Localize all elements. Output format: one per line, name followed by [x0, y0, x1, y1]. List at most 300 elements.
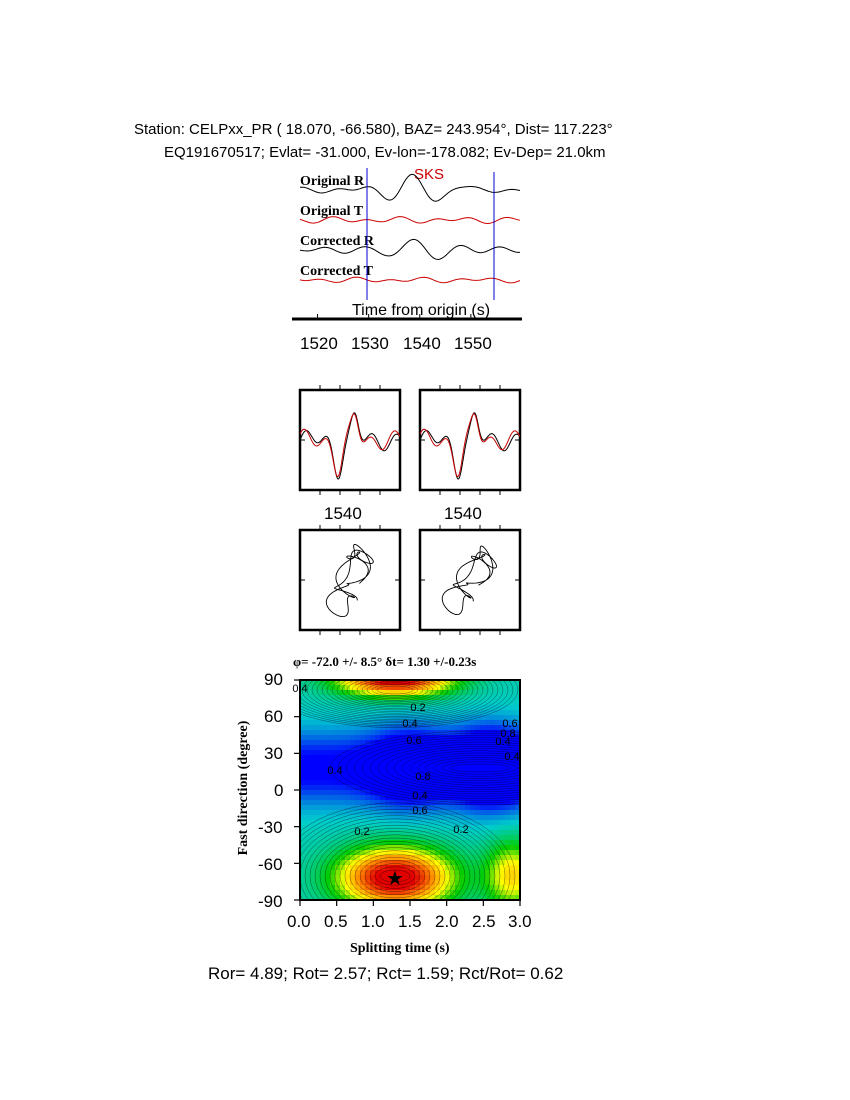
heat-cell [325, 780, 331, 786]
heat-cell [360, 775, 366, 781]
heat-cell [475, 790, 481, 796]
heat-cell [345, 770, 351, 776]
heat-cell [310, 810, 316, 816]
heat-cell [470, 890, 476, 896]
heat-cell [480, 815, 486, 821]
heat-cell [350, 735, 356, 741]
waveform-panel-right [420, 385, 520, 495]
heat-cell [395, 840, 401, 846]
heat-cell [330, 730, 336, 736]
heat-cell [500, 830, 506, 836]
heat-cell [475, 760, 481, 766]
trace-corrected-t [300, 277, 520, 283]
heat-cell [495, 715, 501, 721]
heat-cell [490, 885, 496, 891]
heat-cell [305, 725, 311, 731]
heat-cell [305, 760, 311, 766]
heat-cell [305, 805, 311, 811]
heat-cell [430, 880, 436, 886]
heat-cell [510, 800, 516, 806]
heat-cell [490, 720, 496, 726]
heat-cell [315, 780, 321, 786]
heat-cell [325, 755, 331, 761]
heat-cell [305, 755, 311, 761]
heat-cell [475, 860, 481, 866]
heat-cell [450, 785, 456, 791]
heat-cell [345, 800, 351, 806]
heat-cell [480, 810, 486, 816]
heat-cell [350, 795, 356, 801]
heat-cell [355, 690, 361, 696]
heat-cell [340, 745, 346, 751]
heat-cell [340, 740, 346, 746]
heat-cell [355, 770, 361, 776]
heat-cell [475, 775, 481, 781]
heat-cell [490, 785, 496, 791]
heat-cell [485, 815, 491, 821]
heat-cell [395, 700, 401, 706]
contour-label: 0.6 [406, 735, 422, 747]
heat-cell [470, 740, 476, 746]
heat-cell [315, 745, 321, 751]
heat-cell [510, 705, 516, 711]
heat-cell [390, 860, 396, 866]
heat-cell [345, 890, 351, 896]
heat-cell [340, 735, 346, 741]
heat-cell [470, 805, 476, 811]
heat-cell [485, 720, 491, 726]
heat-cell [360, 850, 366, 856]
heat-cell [365, 775, 371, 781]
heat-cell [335, 800, 341, 806]
heat-cell [385, 835, 391, 841]
heat-cell [430, 795, 436, 801]
heat-cell [310, 765, 316, 771]
heat-cell [510, 710, 516, 716]
heat-cell [360, 730, 366, 736]
heat-cell [315, 750, 321, 756]
heat-cell [325, 810, 331, 816]
heat-cell [505, 710, 511, 716]
heat-cell [395, 765, 401, 771]
heat-cell [465, 765, 471, 771]
heat-cell [335, 720, 341, 726]
heat-cell [330, 795, 336, 801]
heat-cell [310, 740, 316, 746]
heat-cell [485, 770, 491, 776]
heat-cell [460, 730, 466, 736]
heat-cell [440, 800, 446, 806]
heat-cell [505, 780, 511, 786]
heat-cell [310, 870, 316, 876]
contour-xtick-25: 2.5 [472, 912, 496, 931]
heat-cell [305, 740, 311, 746]
heat-cell [330, 715, 336, 721]
panel-right-xtick: 1540 [444, 504, 482, 523]
heat-cell [485, 740, 491, 746]
heat-cell [445, 830, 451, 836]
heat-cell [350, 770, 356, 776]
heat-cell [320, 735, 326, 741]
contour-label: 0.6 [412, 805, 428, 817]
heat-cell [395, 730, 401, 736]
heat-cell [330, 725, 336, 731]
heat-cell [350, 790, 356, 796]
heat-cell [430, 835, 436, 841]
heat-cell [510, 850, 516, 856]
heat-cell [470, 820, 476, 826]
heat-cell [365, 730, 371, 736]
heat-cell [385, 820, 391, 826]
heat-cell [310, 770, 316, 776]
heat-cell [460, 700, 466, 706]
heat-cell [445, 840, 451, 846]
heat-cell [490, 830, 496, 836]
heat-cell [330, 785, 336, 791]
heat-cell [305, 800, 311, 806]
heat-cell [465, 810, 471, 816]
heat-cell [505, 695, 511, 701]
heat-cell [325, 795, 331, 801]
heat-cell [305, 770, 311, 776]
heat-cell [335, 735, 341, 741]
heat-cell [470, 725, 476, 731]
heat-cell [400, 690, 406, 696]
heat-cell [340, 825, 346, 831]
heat-cell [310, 850, 316, 856]
best-fit-star: ★ [386, 866, 404, 890]
heat-cell [355, 790, 361, 796]
heat-cell [490, 810, 496, 816]
heat-cell [470, 770, 476, 776]
heat-cell [490, 725, 496, 731]
heat-cell [445, 775, 451, 781]
heat-cell [305, 830, 311, 836]
heat-cell [510, 770, 516, 776]
heat-cell [340, 800, 346, 806]
heat-cell [465, 790, 471, 796]
heat-cell [500, 805, 506, 811]
heat-cell [330, 810, 336, 816]
heat-cell [355, 795, 361, 801]
heat-cell [440, 855, 446, 861]
heat-cell [325, 720, 331, 726]
heat-cell [435, 740, 441, 746]
heat-cell [500, 840, 506, 846]
contour-ylabel: Fast direction (degree) [236, 720, 251, 856]
heat-cell [355, 800, 361, 806]
trace-time-axis [292, 314, 522, 319]
heat-cell [315, 735, 321, 741]
heat-cell [320, 740, 326, 746]
heat-cell [475, 770, 481, 776]
heat-cell [430, 790, 436, 796]
heat-cell [450, 750, 456, 756]
heat-cell [430, 785, 436, 791]
heat-cell [445, 715, 451, 721]
heat-cell [305, 790, 311, 796]
heat-cell [440, 735, 446, 741]
contour-ytick-m90: -90 [258, 892, 283, 911]
heat-cell [475, 725, 481, 731]
heat-cell [395, 755, 401, 761]
heat-cell [320, 790, 326, 796]
heat-cell [430, 855, 436, 861]
heat-cell [445, 860, 451, 866]
heat-cell [485, 840, 491, 846]
heat-cell [420, 765, 426, 771]
heat-cell [315, 790, 321, 796]
heat-cell [470, 810, 476, 816]
heat-cell [420, 850, 426, 856]
heat-cell [315, 870, 321, 876]
heat-cell [385, 695, 391, 701]
heat-cell [320, 755, 326, 761]
heat-cell [395, 820, 401, 826]
heat-cell [375, 800, 381, 806]
heat-cell [485, 790, 491, 796]
heat-cell [490, 820, 496, 826]
heat-cell [480, 790, 486, 796]
heat-cell [490, 835, 496, 841]
footer-summary: Ror= 4.89; Rot= 2.57; Rct= 1.59; Rct/Rot= 0.62 [208, 964, 564, 983]
particle-motion-left [326, 544, 373, 616]
heat-cell [510, 695, 516, 701]
heat-cell [315, 775, 321, 781]
heat-cell [360, 735, 366, 741]
heat-cell [495, 765, 501, 771]
heat-cell [325, 725, 331, 731]
heat-cell [325, 750, 331, 756]
heat-cell [430, 705, 436, 711]
heat-cell [405, 755, 411, 761]
heat-cell [305, 730, 311, 736]
heat-cell [335, 725, 341, 731]
heat-cell [305, 810, 311, 816]
heat-cell [465, 760, 471, 766]
heat-cell [375, 760, 381, 766]
heat-cell [310, 815, 316, 821]
heat-cell [385, 760, 391, 766]
heat-cell [375, 735, 381, 741]
heat-cell [460, 785, 466, 791]
contour-xtick-05: 0.5 [324, 912, 348, 931]
heat-cell [485, 820, 491, 826]
heat-cell [465, 770, 471, 776]
heat-cell [480, 850, 486, 856]
heat-cell [505, 825, 511, 831]
heat-cell [455, 790, 461, 796]
trace-label-corrected-r: Corrected R [300, 234, 374, 249]
heat-cell [310, 690, 316, 696]
heat-cell [485, 845, 491, 851]
heat-cell [320, 845, 326, 851]
heat-cell [380, 880, 386, 886]
heat-cell [465, 725, 471, 731]
heat-cell [330, 790, 336, 796]
heat-cell [320, 815, 326, 821]
heat-cell [375, 755, 381, 761]
heat-cell [335, 795, 341, 801]
heat-cell [315, 805, 321, 811]
heat-cell [495, 810, 501, 816]
seismogram-traces [300, 174, 520, 283]
trace-label-original-r: Original R [300, 174, 365, 189]
heat-cell [365, 770, 371, 776]
heat-cell [495, 790, 501, 796]
heat-cell [350, 740, 356, 746]
heat-cell [490, 865, 496, 871]
heat-cell [350, 865, 356, 871]
heat-cell [395, 810, 401, 816]
heat-cell [325, 850, 331, 856]
heat-cell [510, 840, 516, 846]
heat-cell [370, 800, 376, 806]
heat-cell [315, 785, 321, 791]
heat-cell [425, 865, 431, 871]
heat-cell [305, 775, 311, 781]
heat-cell [475, 835, 481, 841]
heat-cell [435, 845, 441, 851]
heat-cell [310, 855, 316, 861]
heat-cell [505, 810, 511, 816]
heat-cell [390, 855, 396, 861]
heat-cell [485, 805, 491, 811]
heat-cell [325, 870, 331, 876]
heat-cell [330, 780, 336, 786]
heat-cell [500, 810, 506, 816]
heat-cell [330, 735, 336, 741]
heat-cell [425, 700, 431, 706]
heat-cell [350, 840, 356, 846]
heat-cell [355, 885, 361, 891]
contour-label: 0.4 [495, 736, 511, 748]
heat-cell [505, 830, 511, 836]
heat-cell [365, 725, 371, 731]
heat-cell [350, 715, 356, 721]
heat-cell [460, 885, 466, 891]
heat-cell [475, 810, 481, 816]
heat-cell [510, 805, 516, 811]
contour-label: 0.2 [354, 826, 370, 838]
heat-cell [505, 820, 511, 826]
heat-cell [510, 765, 516, 771]
heat-cell [445, 800, 451, 806]
heat-cell [450, 780, 456, 786]
heat-cell [375, 690, 381, 696]
heat-cell [385, 825, 391, 831]
heat-cell [345, 735, 351, 741]
trace-xtick-1530: 1530 [351, 334, 389, 353]
heat-cell [435, 840, 441, 846]
heat-cell [485, 715, 491, 721]
heat-cell [390, 820, 396, 826]
heat-cell [510, 830, 516, 836]
heat-cell [375, 795, 381, 801]
heat-cell [315, 770, 321, 776]
heat-cell [435, 880, 441, 886]
heat-cell [320, 840, 326, 846]
heat-cell [435, 720, 441, 726]
heat-cell [490, 805, 496, 811]
heat-cell [480, 740, 486, 746]
waveform-left-t [300, 414, 400, 477]
heat-cell [320, 785, 326, 791]
heat-cell [330, 805, 336, 811]
heat-cell [305, 735, 311, 741]
heat-cell [445, 855, 451, 861]
heat-cell [340, 725, 346, 731]
heat-cell [330, 855, 336, 861]
heat-cell [360, 700, 366, 706]
heat-cell [455, 745, 461, 751]
heat-cell [445, 805, 451, 811]
heat-cell [325, 785, 331, 791]
heat-cell [320, 760, 326, 766]
trace-label-corrected-t: Corrected T [300, 264, 373, 279]
heat-cell [365, 735, 371, 741]
heat-cell [420, 725, 426, 731]
contour-xtick-20: 2.0 [435, 912, 459, 931]
heat-cell [315, 800, 321, 806]
contour-label: 0.4 [412, 790, 428, 802]
heat-cell [345, 730, 351, 736]
heat-cell [325, 830, 331, 836]
heat-cell [405, 760, 411, 766]
contour-label: 0.4 [327, 765, 343, 777]
heat-cell [490, 815, 496, 821]
heat-cell [320, 775, 326, 781]
heat-cell [485, 810, 491, 816]
heat-cell [350, 730, 356, 736]
heat-cell [345, 865, 351, 871]
heat-cell [395, 825, 401, 831]
heat-cell [330, 755, 336, 761]
contour-xtick-0: 0.0 [287, 912, 311, 931]
heat-cell [390, 810, 396, 816]
heat-cell [310, 725, 316, 731]
heat-cell [320, 750, 326, 756]
heat-cell [315, 885, 321, 891]
contour-ytick-60: 60 [264, 707, 283, 726]
heat-cell [490, 770, 496, 776]
heat-cell [350, 720, 356, 726]
heat-cell [470, 775, 476, 781]
heat-cell [495, 805, 501, 811]
waveform-panel-left [300, 385, 400, 495]
heat-cell [400, 685, 406, 691]
heat-cell [495, 830, 501, 836]
heat-cell [510, 845, 516, 851]
contour-label: 0.8 [415, 771, 431, 783]
heat-cell [340, 785, 346, 791]
heat-cell [340, 755, 346, 761]
heat-cell [345, 795, 351, 801]
heat-cell [500, 820, 506, 826]
heat-cell [475, 740, 481, 746]
heat-cell [425, 725, 431, 731]
heat-cell [400, 730, 406, 736]
heat-cell [390, 700, 396, 706]
heat-cell [335, 740, 341, 746]
heat-cell [335, 745, 341, 751]
heat-cell [505, 815, 511, 821]
contour-map [272, 652, 630, 949]
heat-cell [335, 820, 341, 826]
heat-cell [305, 870, 311, 876]
heat-cell [315, 845, 321, 851]
heat-cell [400, 835, 406, 841]
